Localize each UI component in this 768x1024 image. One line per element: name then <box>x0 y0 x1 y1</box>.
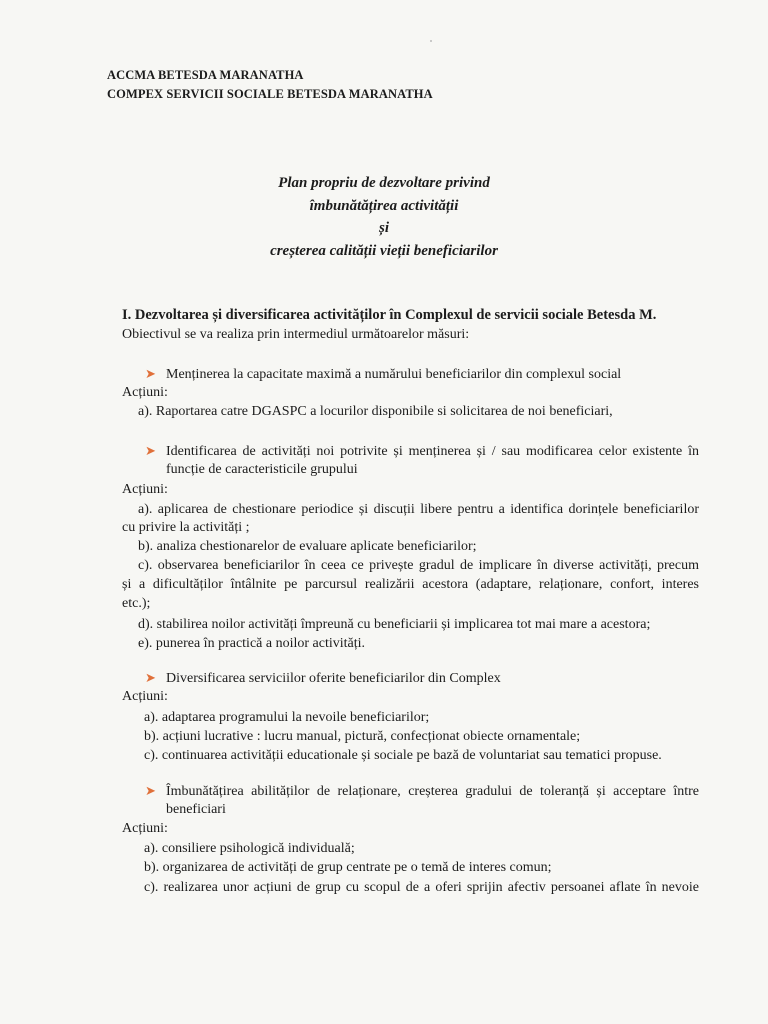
scan-speck <box>430 40 432 42</box>
measure-2-action-c-line-2: și a dificultăților întâlnite pe parcursul realizării acestora (adaptare, relaționare, confort, interes <box>122 577 699 592</box>
measure-4-title-line-2: beneficiari <box>166 802 226 817</box>
measure-4-action-b: b). organizarea de activități de grup centrate pe o temă de interes comun; <box>144 860 552 875</box>
measure-3-action-c: c). continuarea activității educationale și sociale pe bază de voluntariat sau tematici propuse. <box>144 748 662 763</box>
section-heading: I. Dezvoltarea și diversificarea activităților în Complexul de servicii sociale Betesda M. <box>122 307 657 323</box>
measure-3-title: Diversificarea serviciilor oferite beneficiarilor din Complex <box>166 671 501 686</box>
title-line-4: creșterea calității vieții beneficiarilor <box>270 243 498 259</box>
measure-2-action-a-line-1: a). aplicarea de chestionare periodice și discuții libere pentru a identifica dorințele beneficiarilor <box>138 502 699 517</box>
actions-label: Acțiuni: <box>122 821 168 836</box>
measure-2-title-line-2: funcție de caracteristicile grupului <box>166 462 358 477</box>
measure-2-action-e: e). punerea în practică a noilor activități. <box>138 636 366 651</box>
measure-4-title-line-1: Îmbunătățirea abilităților de relaționare, creșterea gradului de toleranță și acceptare între <box>166 784 699 799</box>
measure-2-title-line-1: Identificarea de activități noi potrivite și menținerea și / sau modificarea celor existente în <box>166 444 699 459</box>
arrowhead-bullet-icon: ➤ <box>145 443 156 458</box>
org-name: ACCMA BETESDA MARANATHA <box>107 68 304 82</box>
actions-label: Acțiuni: <box>122 482 168 497</box>
measure-4-action-c: c). realizarea unor acțiuni de grup cu scopul de a oferi sprijin afectiv persoanei aflate în nevoie <box>144 880 699 895</box>
actions-label: Acțiuni: <box>122 385 168 400</box>
measure-2-action-b: b). analiza chestionarelor de evaluare aplicate beneficiarilor; <box>138 539 477 554</box>
measure-2-action-c-line-1: c). observarea beneficiarilor în ceea ce privește gradul de implicare în diverse activități, precum <box>138 558 699 573</box>
arrowhead-bullet-icon: ➤ <box>145 366 156 381</box>
measure-3-action-b: b). acțiuni lucrative : lucru manual, pictură, confecționat obiecte ornamentale; <box>144 729 581 744</box>
title-line-2: îmbunătățirea activității <box>309 198 459 214</box>
measure-3-action-a: a). adaptarea programului la nevoile beneficiarilor; <box>144 710 430 725</box>
arrowhead-bullet-icon: ➤ <box>145 670 156 685</box>
actions-label: Acțiuni: <box>122 689 168 704</box>
measure-2-action-a-line-2: cu privire la activități ; <box>122 520 250 535</box>
org-subtitle: COMPEX SERVICII SOCIALE BETESDA MARANATHA <box>107 87 433 101</box>
measure-4-action-a: a). consiliere psihologică individuală; <box>144 841 355 856</box>
title-line-1: Plan propriu de dezvoltare privind <box>278 175 490 191</box>
measure-2-action-d: d). stabilirea noilor activități împreună cu beneficiarii și implicarea tot mai mare a acestora; <box>138 617 651 632</box>
measure-1-action-a: a). Raportarea catre DGASPC a locurilor disponibile si solicitarea de noi beneficiari, <box>138 404 613 419</box>
measure-2-action-c-line-3: etc.); <box>122 596 151 611</box>
arrowhead-bullet-icon: ➤ <box>145 783 156 798</box>
measure-1-title: Menținerea la capacitate maximă a numărului beneficiarilor din complexul social <box>166 367 622 382</box>
title-line-3: și <box>378 220 389 236</box>
section-intro: Obiectivul se va realiza prin intermediul următoarelor măsuri: <box>122 327 470 342</box>
